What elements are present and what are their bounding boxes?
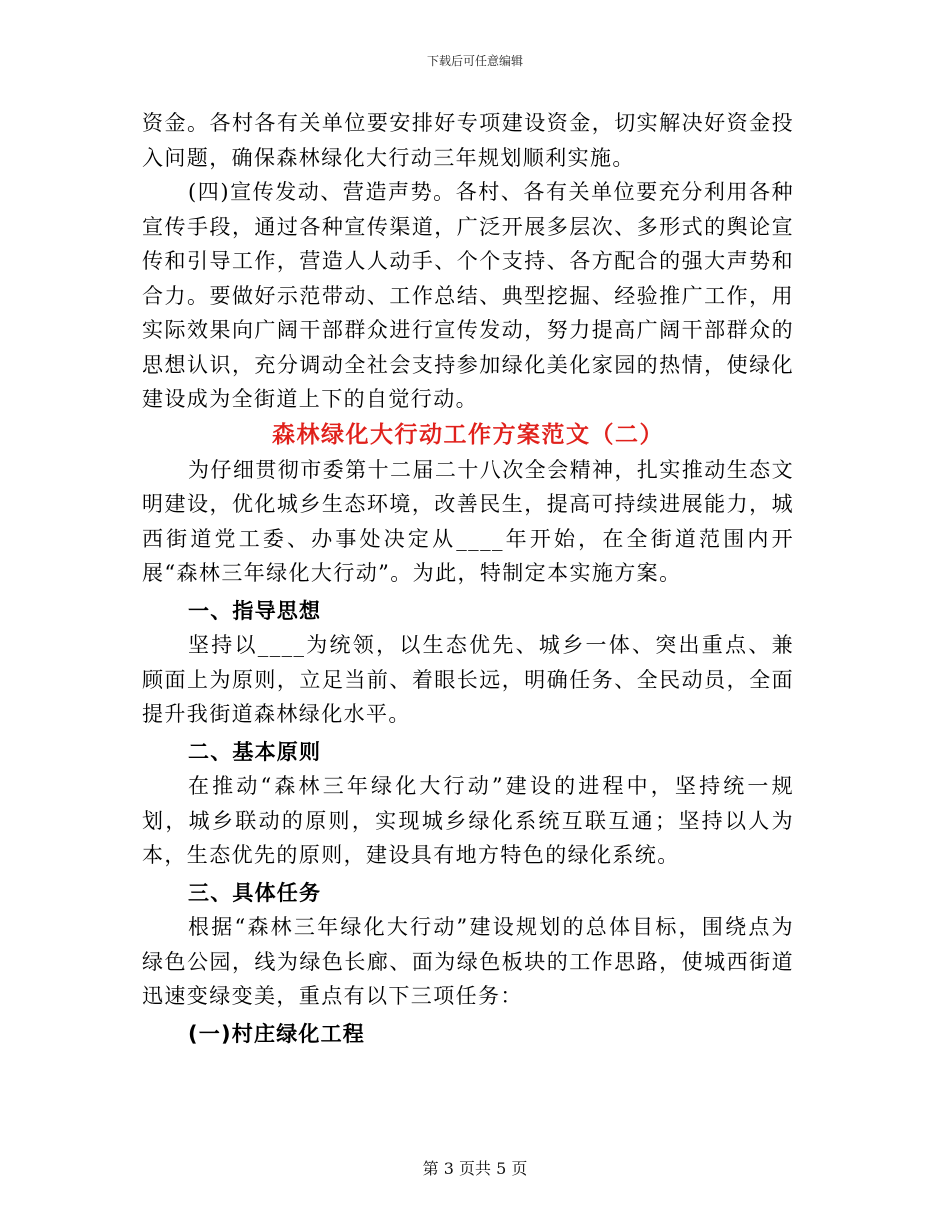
section-title: 森林绿化大行动工作方案范文（二） (272, 421, 664, 448)
document-body (142, 106, 794, 1051)
paragraph-specific-tasks: 根据“森林三年绿化大行动”建设规划的总体目标，围绕点为绿色公园，线为绿色长廊、面为绿色板块的工作思路，使城西街道迅速变绿变美，重点有以下三项任务： (142, 915, 794, 1008)
paragraph-intro: 为仔细贯彻市委第十二届二十八次全会精神，扎实推动生态文明建设，优化城乡生态环境，改善民生，提高可持续进展能力，城西街道党工委、办事处决定从____年开始，在全街道范围内开展“森林三年绿化大行动”。为此，特制定本实施方案。 (142, 457, 794, 585)
page-header: 下载后可任意编辑 (426, 54, 523, 68)
heading-village-greening: (一)村庄绿化工程 (188, 1021, 365, 1046)
paragraph-basic-principles: 在推动“森林三年绿化大行动”建设的进程中，坚持统一规划，城乡联动的原则，实现城乡绿化系统互联互通；坚持以人为本，生态优先的原则，建设具有地方特色的绿化系统。 (142, 774, 794, 867)
heading-specific-tasks: 三、具体任务 (188, 880, 322, 905)
paragraph-publicity: (四)宣传发动、营造声势。各村、各有关单位要充分利用各种宣传手段，通过各种宣传渠道，广泛开展多层次、多形式的舆论宣传和引导工作，营造人人动手、个个支持、各方配合的强大声势和合力。要做好示范带动、工作总结、典型挖掘、经验推广工作，用实际效果向广阔干部群众进行宣传发动，努力提高广阔干部群众的思想认识，充分调动全社会支持参加绿化美化家园的热情，使绿化建设成为全街道上下的自觉行动。 (142, 180, 794, 411)
heading-guiding-ideology: 一、指导思想 (188, 598, 322, 623)
page-footer: 第 3 页共 5 页 (422, 1159, 528, 1178)
heading-basic-principles: 二、基本原则 (188, 739, 322, 764)
paragraph-funding: 资金。各村各有关单位要安排好专项建设资金，切实解决好资金投入问题，确保森林绿化大行动三年规划顺利实施。 (142, 111, 794, 170)
paragraph-guiding-ideology: 坚持以____为统领，以生态优先、城乡一体、突出重点、兼顾面上为原则，立足当前、着眼长远，明确任务、全民动员，全面提升我街道森林绿化水平。 (142, 633, 794, 726)
